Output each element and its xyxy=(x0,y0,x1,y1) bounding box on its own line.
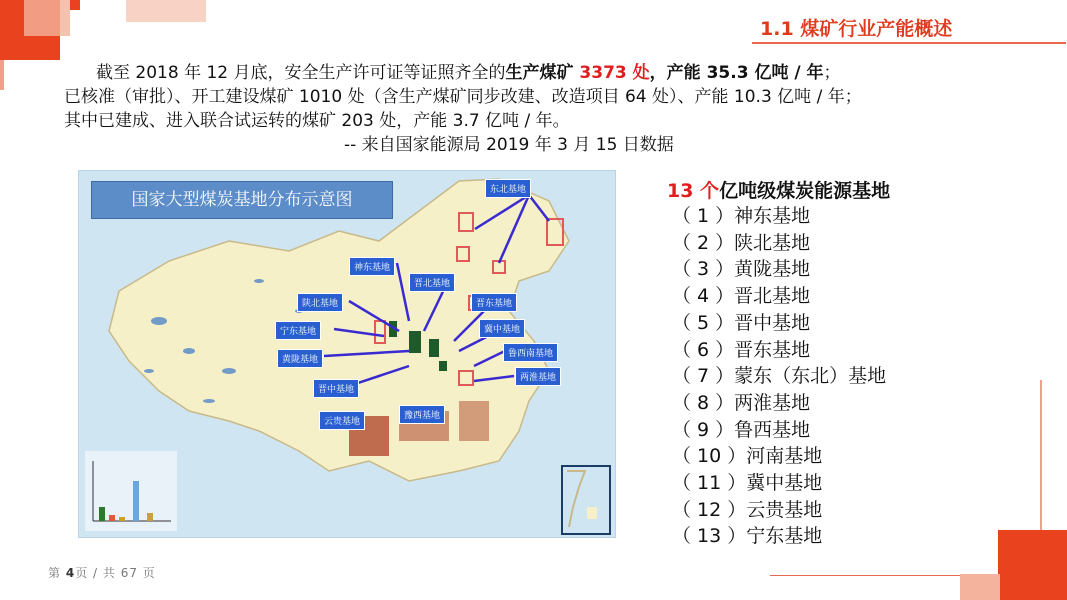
map-tag-northeast: 东北基地 xyxy=(485,179,531,198)
footer-post: 页 xyxy=(137,566,156,580)
bases-heading xyxy=(667,176,890,203)
map-tag-shendong: 神东基地 xyxy=(349,257,395,276)
list-item: （ 11 ）冀中基地 xyxy=(672,472,823,495)
page-footer xyxy=(48,564,156,581)
intro-line-1-count: 3373 处 xyxy=(573,63,650,83)
intro-line-1-end: ； xyxy=(823,63,841,83)
footer-pre: 第 xyxy=(48,566,66,580)
intro-line-1-bold: 生产煤矿 xyxy=(505,63,574,83)
map-tag-yungui: 云贵基地 xyxy=(319,411,365,430)
south-china-sea-graphic xyxy=(563,467,609,533)
footer-divider xyxy=(770,575,960,576)
title-underline xyxy=(752,42,1066,44)
map-inset-south-china-sea xyxy=(561,465,611,535)
intro-line-1 xyxy=(96,61,841,85)
map-tag-lianghuai: 两淮基地 xyxy=(515,367,561,386)
bases-heading-text: 亿吨级煤炭能源基地 xyxy=(719,180,891,202)
map-tag-luxinan: 鲁西南基地 xyxy=(503,343,558,362)
corner-decoration-right-line xyxy=(1040,380,1042,530)
map-inset-chart xyxy=(85,451,177,531)
corner-decoration-bottom-right xyxy=(998,530,1067,600)
map-tag-jindong: 晋东基地 xyxy=(471,293,517,312)
intro-line-3: 其中已建成、进入联合试运转的煤矿 203 处，产能 3.7 亿吨 / 年。 xyxy=(64,111,570,131)
list-item: （ 4 ）晋北基地 xyxy=(672,285,811,308)
map-tag-jinzhong: 晋中基地 xyxy=(313,379,359,398)
map-tag-jizhong: 冀中基地 xyxy=(479,319,525,338)
corner-decoration-bottom-right-2 xyxy=(960,574,1000,600)
map-tag-ningdong: 宁东基地 xyxy=(275,321,321,340)
bases-heading-count: 13 个 xyxy=(667,180,720,202)
intro-source: -- 来自国家能源局 2019 年 3 月 15 日数据 xyxy=(344,135,674,155)
corner-decoration-top-bar xyxy=(126,0,206,22)
list-item: （ 6 ）晋东基地 xyxy=(672,338,811,361)
list-item: （ 12 ）云贵基地 xyxy=(672,498,823,521)
list-item: （ 5 ）晋中基地 xyxy=(672,311,811,334)
list-item: （ 3 ）黄陇基地 xyxy=(672,258,811,281)
intro-line-1-text: 截至 2018 年 12 月底，安全生产许可证等证照齐全的 xyxy=(96,63,506,83)
list-item: （ 2 ）陕北基地 xyxy=(672,231,811,254)
list-item: （ 10 ）河南基地 xyxy=(672,445,823,468)
footer-total-pages: 67 xyxy=(120,566,138,580)
list-item: （ 13 ）宁东基地 xyxy=(672,525,823,548)
map-tag-jinbei: 晋北基地 xyxy=(409,273,455,292)
map-tag-yuxi: 豫西基地 xyxy=(399,405,445,424)
page-title: 1.1 煤矿行业产能概述 xyxy=(760,18,953,40)
intro-line-1-capacity: ，产能 35.3 亿吨 / 年 xyxy=(649,63,824,83)
corner-decoration-top-strip xyxy=(70,0,80,10)
list-item: （ 8 ）两淮基地 xyxy=(672,391,811,414)
intro-line-2: 已核准（审批）、开工建设煤矿 1010 处（含生产煤矿同步改建、改造项目 64 处）、产能 10.3 亿吨 / 年； xyxy=(64,87,862,107)
corner-decoration-top-left-2 xyxy=(24,0,70,36)
list-item: （ 9 ）鲁西基地 xyxy=(672,418,811,441)
list-item: （ 1 ）神东基地 xyxy=(672,205,811,227)
footer-page-number: 4 xyxy=(65,566,76,580)
coal-base-map xyxy=(78,170,616,538)
map-title: 国家大型煤炭基地分布示意图 xyxy=(91,181,393,219)
bases-list xyxy=(672,203,886,550)
map-tag-huanglong: 黄陇基地 xyxy=(277,349,323,368)
corner-decoration-left-line xyxy=(0,60,4,90)
map-tag-shaanbei: 陕北基地 xyxy=(297,293,343,312)
footer-mid: 页 / 共 xyxy=(75,566,121,580)
list-item: （ 7 ）蒙东（东北）基地 xyxy=(672,365,887,388)
